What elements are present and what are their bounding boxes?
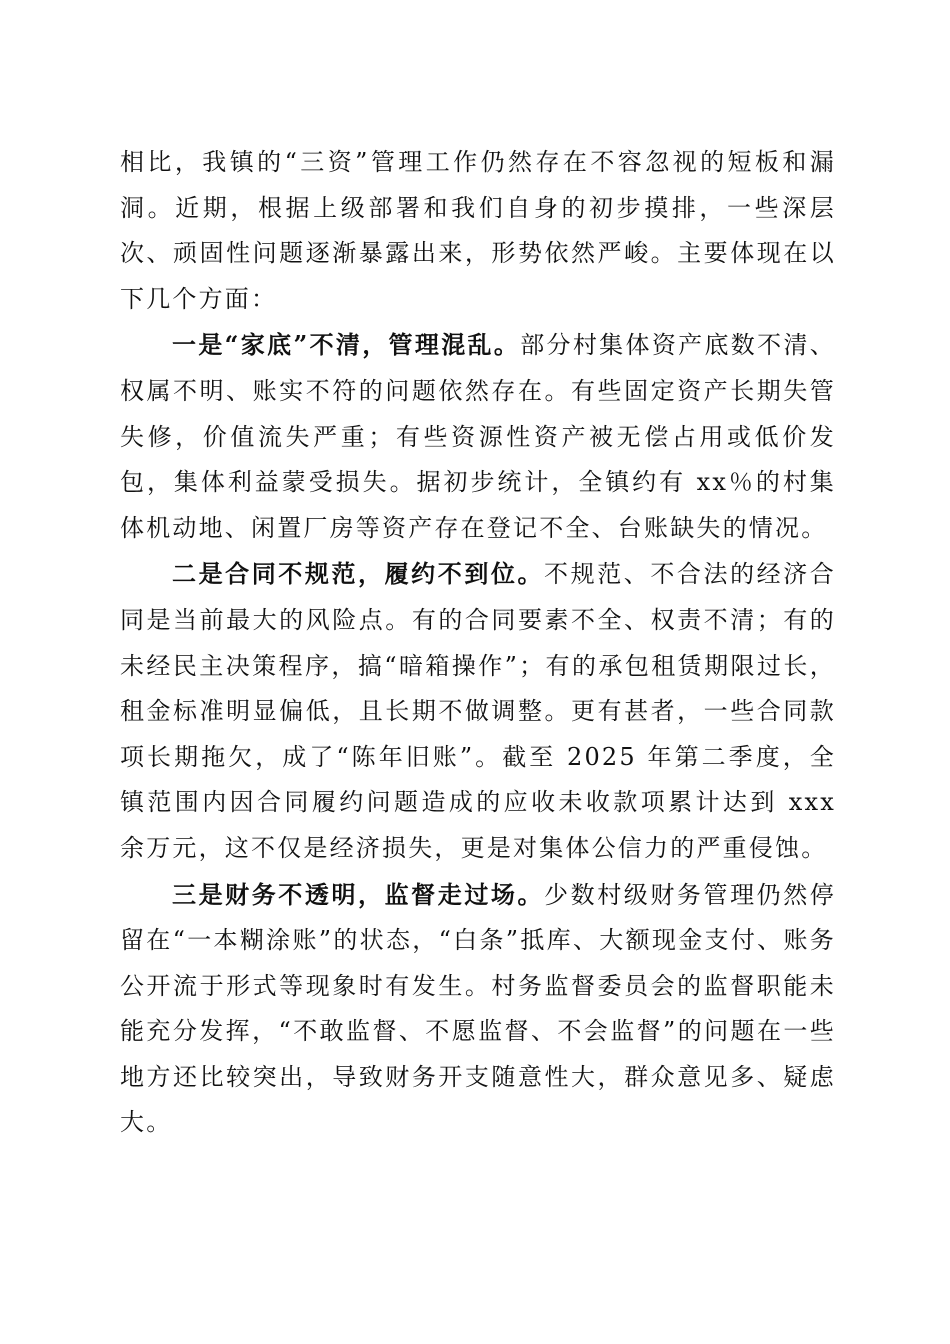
paragraph-intro xyxy=(120,140,836,322)
paragraph-point-3 xyxy=(120,872,836,1147)
paragraph-text: 不规范、不合法的经济合同是当前最大的风险点。有的合同要素不全、权责不清；有的未经民主决策程序，搞“暗箱操作”；有的承包租赁期限过长，租金标准明显偏低，且长期不做调整。更有甚者，一些合同款项长期拖欠，成了“陈年旧账”。截至 2025 年第二季度，全镇范围内因合同履约问题造成的应收未收款项累计达到 xxx 余万元，这不仅是经济损失，更是对集体公信力的严重侵蚀。 xyxy=(120,560,836,862)
paragraph-point-1 xyxy=(120,322,836,551)
paragraph-lead: 三是财务不透明，监督走过场。 xyxy=(172,879,545,909)
document-body xyxy=(120,140,836,1146)
paragraph-text: 部分村集体资产底数不清、权属不明、账实不符的问题依然存在。有些固定资产长期失管失修，价值流失严重；有些资源性资产被无偿占用或低价发包，集体利益蒙受损失。据初步统计，全镇约有 xx％的村集体机动地、闲置厂房等资产存在登记不全、台账缺失的情况。 xyxy=(120,331,836,542)
paragraph-lead: 一是“家底”不清，管理混乱。 xyxy=(172,330,521,360)
paragraph-text: 相比，我镇的“三资”管理工作仍然存在不容忽视的短板和漏洞。近期，根据上级部署和我们自身的初步摸排，一些深层次、顽固性问题逐渐暴露出来，形势依然严峻。主要体现在以下几个方面： xyxy=(120,148,836,313)
paragraph-lead: 二是合同不规范，履约不到位。 xyxy=(172,559,545,589)
paragraph-text: 少数村级财务管理仍然停留在“一本糊涂账”的状态，“白条”抵库、大额现金支付、账务公开流于形式等现象时有发生。村务监督委员会的监督职能未能充分发挥，“不敢监督、不愿监督、不会监督”的问题在一些地方还比较突出，导致财务开支随意性大，群众意见多、疑虑大。 xyxy=(120,880,836,1137)
paragraph-point-2 xyxy=(120,551,836,871)
